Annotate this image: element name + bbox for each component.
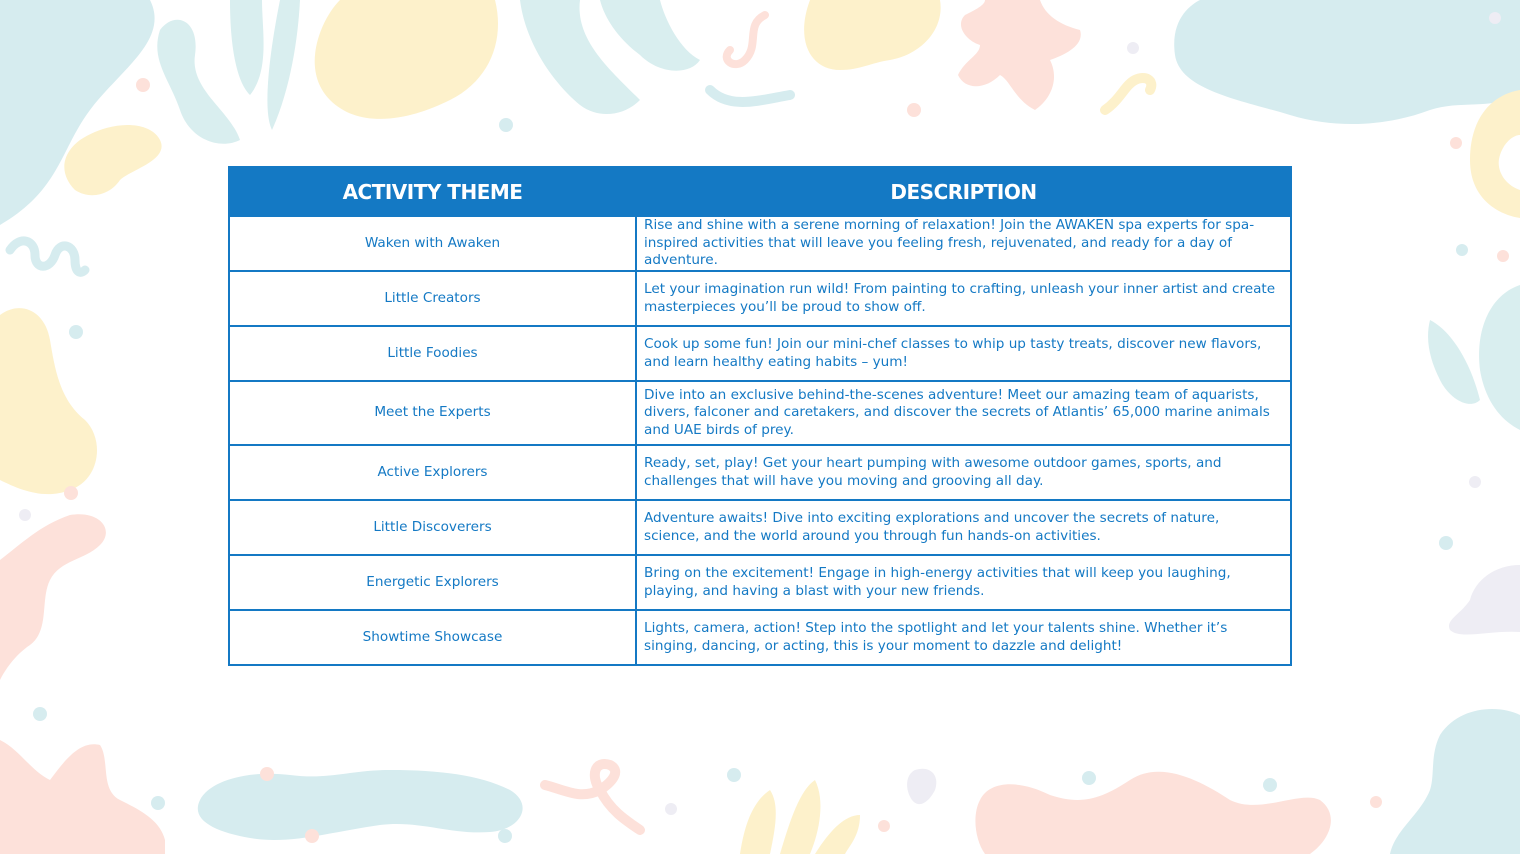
blob-shape bbox=[0, 514, 106, 680]
blob-shape bbox=[64, 125, 161, 195]
activity-theme-cell: Active Explorers bbox=[229, 445, 636, 500]
blob-shape bbox=[727, 15, 765, 64]
activity-theme-cell: Meet the Experts bbox=[229, 381, 636, 445]
description-cell: Let your imagination run wild! From painting to crafting, unleash your inner artist and create masterpieces you’ll be proud to show off. bbox=[636, 271, 1291, 326]
blob-shape bbox=[958, 0, 1081, 110]
table-row bbox=[229, 555, 1291, 610]
blob-shape bbox=[0, 740, 165, 854]
table-row bbox=[229, 216, 1291, 271]
activity-theme-cell: Little Discoverers bbox=[229, 500, 636, 555]
blob-shape bbox=[198, 770, 523, 840]
leaf-shape bbox=[157, 0, 300, 144]
table-row bbox=[229, 610, 1291, 665]
blob-shape bbox=[804, 0, 941, 70]
activity-table-container bbox=[228, 166, 1290, 666]
description-cell: Adventure awaits! Dive into exciting explorations and uncover the secrets of nature, science, and the world around you through fun hands-on activities. bbox=[636, 500, 1291, 555]
header-description: DESCRIPTION bbox=[636, 167, 1291, 216]
table-row bbox=[229, 445, 1291, 500]
activity-table bbox=[228, 166, 1292, 666]
table-row bbox=[229, 271, 1291, 326]
description-cell: Bring on the excitement! Engage in high-energy activities that will keep you laughing, playing, and having a blast with your new friends. bbox=[636, 555, 1291, 610]
blob-shape bbox=[0, 308, 97, 494]
description-cell: Lights, camera, action! Step into the spotlight and let your talents shine. Whether it’s singing, dancing, or acting, this is your moment to dazzle and delight! bbox=[636, 610, 1291, 665]
blob-shape bbox=[545, 764, 640, 830]
description-cell: Cook up some fun! Join our mini-chef classes to whip up tasty treats, discover new flavors, and learn healthy eating habits – yum! bbox=[636, 326, 1291, 381]
table-row bbox=[229, 381, 1291, 445]
blob-shape bbox=[1174, 0, 1520, 124]
table-row bbox=[229, 326, 1291, 381]
leaf-shape bbox=[520, 0, 700, 114]
table-header-row bbox=[229, 167, 1291, 216]
header-activity-theme: ACTIVITY THEME bbox=[229, 167, 636, 216]
blob-shape bbox=[1470, 90, 1520, 218]
table-row bbox=[229, 500, 1291, 555]
leaf-shape bbox=[1428, 285, 1520, 430]
activity-theme-cell: Showtime Showcase bbox=[229, 610, 636, 665]
blob-shape bbox=[1105, 78, 1151, 110]
blob-shape bbox=[10, 241, 85, 272]
description-cell: Rise and shine with a serene morning of relaxation! Join the AWAKEN spa experts for spa-inspired activities that will leave you feeling fresh, rejuvenated, and ready for a day of adventure. bbox=[636, 216, 1291, 271]
blob-shape bbox=[907, 769, 936, 804]
activity-theme-cell: Little Foodies bbox=[229, 326, 636, 381]
blob-shape bbox=[710, 90, 790, 102]
activity-theme-cell: Waken with Awaken bbox=[229, 216, 636, 271]
blob-shape bbox=[1449, 565, 1520, 635]
description-cell: Ready, set, play! Get your heart pumping with awesome outdoor games, sports, and challenges that will have you moving and grooving all day. bbox=[636, 445, 1291, 500]
blob-shape bbox=[975, 772, 1330, 854]
blob-shape bbox=[1390, 709, 1520, 854]
leaf-shape bbox=[740, 780, 860, 854]
activity-theme-cell: Energetic Explorers bbox=[229, 555, 636, 610]
blob-shape bbox=[315, 0, 498, 119]
description-cell: Dive into an exclusive behind-the-scenes adventure! Meet our amazing team of aquarists, divers, falconer and caretakers, and discover the secrets of Atlantis’ 65,000 marine animals and UAE birds of prey. bbox=[636, 381, 1291, 445]
activity-theme-cell: Little Creators bbox=[229, 271, 636, 326]
